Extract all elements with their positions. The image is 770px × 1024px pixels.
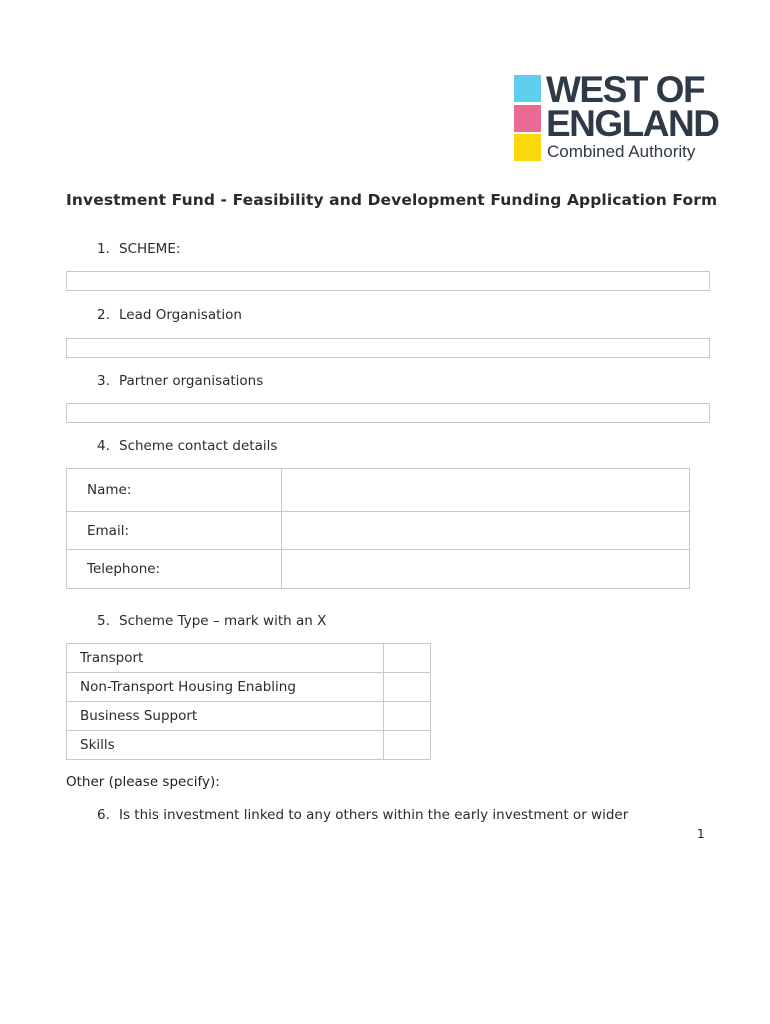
logo-line-1: WEST OF xyxy=(546,69,705,110)
question-label: SCHEME: xyxy=(119,241,181,257)
logo-blue-square xyxy=(514,75,541,102)
question-number: 6. xyxy=(97,807,110,823)
logo-yellow-square xyxy=(514,134,541,161)
contact-details-table xyxy=(66,468,690,589)
contact-row-telephone xyxy=(67,550,690,589)
question-4 xyxy=(97,438,277,454)
question-number: 2. xyxy=(97,307,110,323)
scheme-type-row xyxy=(67,731,431,760)
scheme-type-mark-cell[interactable] xyxy=(384,644,431,673)
scheme-type-label: Non-Transport Housing Enabling xyxy=(67,673,384,702)
question-label: Partner organisations xyxy=(119,373,264,389)
question-label: Is this investment linked to any others within the early investment or wider xyxy=(119,807,629,823)
question-label: Scheme contact details xyxy=(119,438,278,454)
contact-email-input[interactable] xyxy=(282,512,690,550)
page-number: 1 xyxy=(697,827,705,841)
scheme-type-label: Business Support xyxy=(67,702,384,731)
contact-row-name xyxy=(67,469,690,512)
other-specify-label: Other (please specify): xyxy=(66,774,220,790)
scheme-type-row xyxy=(67,644,431,673)
contact-label: Name: xyxy=(67,469,282,512)
contact-telephone-input[interactable] xyxy=(282,550,690,589)
question-number: 5. xyxy=(97,613,110,629)
question-6 xyxy=(97,807,628,823)
contact-row-email xyxy=(67,512,690,550)
scheme-type-label: Skills xyxy=(67,731,384,760)
west-of-england-logo xyxy=(514,69,734,165)
question-5 xyxy=(97,613,326,629)
question-number: 4. xyxy=(97,438,110,454)
scheme-type-label: Transport xyxy=(67,644,384,673)
scheme-field[interactable] xyxy=(66,271,710,291)
question-3 xyxy=(97,373,263,389)
contact-label: Telephone: xyxy=(67,550,282,589)
form-title: Investment Fund - Feasibility and Development Funding Application Form xyxy=(66,191,718,209)
question-1 xyxy=(97,241,180,257)
question-number: 1. xyxy=(97,241,110,257)
contact-name-input[interactable] xyxy=(282,469,690,512)
logo-line-2: ENGLAND xyxy=(546,103,719,144)
question-label: Scheme Type – mark with an X xyxy=(119,613,327,629)
logo-subtitle: Combined Authority xyxy=(547,142,696,161)
question-2 xyxy=(97,307,242,323)
scheme-type-mark-cell[interactable] xyxy=(384,731,431,760)
lead-organisation-field[interactable] xyxy=(66,338,710,358)
contact-label: Email: xyxy=(67,512,282,550)
question-label: Lead Organisation xyxy=(119,307,242,323)
scheme-type-mark-cell[interactable] xyxy=(384,702,431,731)
partner-organisations-field[interactable] xyxy=(66,403,710,423)
logo-pink-square xyxy=(514,105,541,132)
scheme-type-row xyxy=(67,702,431,731)
scheme-type-table xyxy=(66,643,431,760)
scheme-type-mark-cell[interactable] xyxy=(384,673,431,702)
question-number: 3. xyxy=(97,373,110,389)
scheme-type-row xyxy=(67,673,431,702)
